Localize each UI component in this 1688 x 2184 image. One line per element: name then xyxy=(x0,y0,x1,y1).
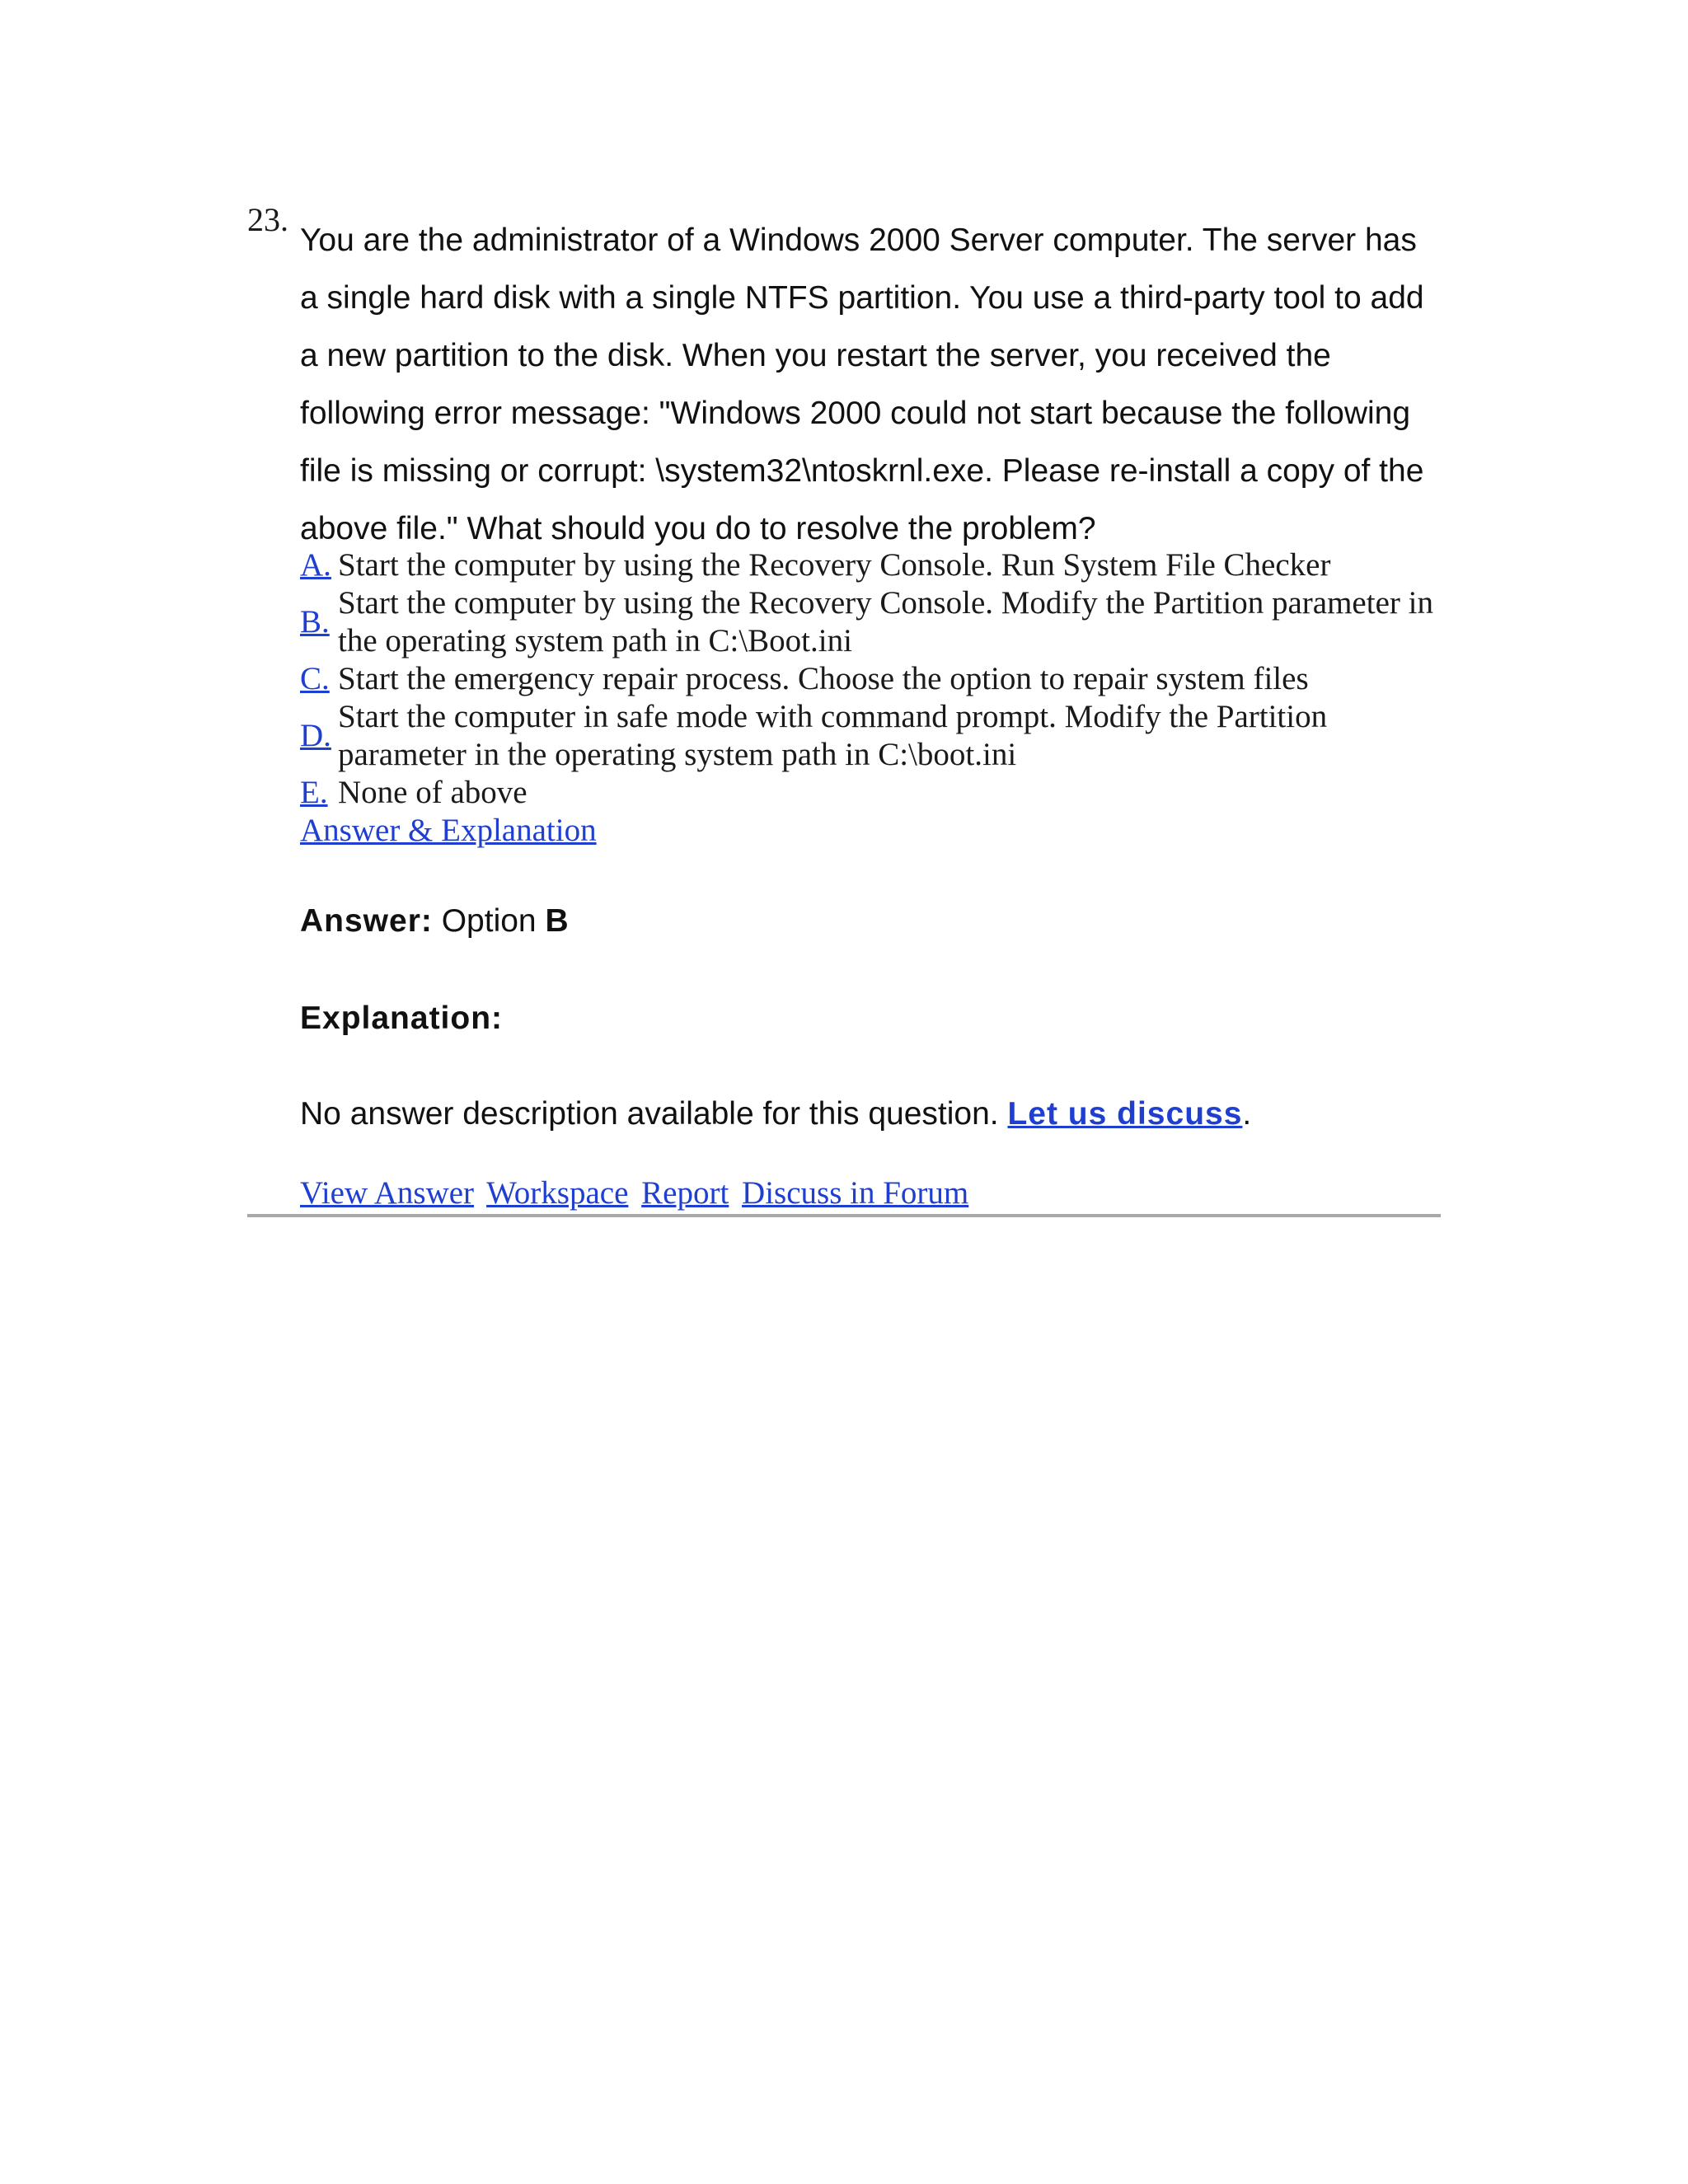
question-text: You are the administrator of a Windows 2000 Server computer. The server has a single hard disk with a single NTFS partition. You use a third-party tool to add a new partition to the disk. When you restart the server, you received the following error message: "Windows 2000 could not start because the following file is missing or corrupt: \system32\ntoskrnl.exe. Please re-install a copy of the above file." What should you do to resolve the problem? xyxy=(300,223,1424,546)
option-b-text: Start the computer by using the Recovery Console. Modify the Partition parameter in the operating system path in C:\Boot.ini xyxy=(338,585,1433,658)
option-b xyxy=(300,584,1446,660)
answer-option-word: Option xyxy=(441,903,537,939)
explanation-text-row xyxy=(300,1094,1251,1135)
let-us-discuss-link[interactable]: Let us discuss xyxy=(1007,1096,1243,1132)
answer-explanation-link[interactable]: Answer & Explanation xyxy=(300,813,597,848)
option-d-text: Start the computer in safe mode with command prompt. Modify the Partition parameter in the operating system path in C:\boot.ini xyxy=(338,699,1328,772)
option-b-link[interactable]: B. xyxy=(300,604,330,640)
option-e-link[interactable]: E. xyxy=(300,775,328,810)
option-a-text: Start the computer by using the Recovery Console. Run System File Checker xyxy=(338,547,1331,583)
option-d xyxy=(300,698,1446,774)
option-e-text: None of above xyxy=(338,775,528,810)
question-number: 23. xyxy=(247,201,288,238)
option-e xyxy=(300,774,1446,812)
workspace-link[interactable]: Workspace xyxy=(486,1175,629,1211)
report-link[interactable]: Report xyxy=(641,1175,729,1211)
answer-line xyxy=(300,901,569,942)
option-c-text: Start the emergency repair process. Choose the option to repair system files xyxy=(338,661,1309,696)
divider xyxy=(247,1214,1441,1217)
option-c-link[interactable]: C. xyxy=(300,661,330,696)
explanation-period: . xyxy=(1242,1096,1252,1132)
explanation-text: No answer description available for this question. xyxy=(300,1096,999,1132)
answer-option-value: B xyxy=(545,903,569,939)
explanation-heading: Explanation: xyxy=(300,1001,504,1036)
option-a xyxy=(300,546,1446,584)
view-answer-link[interactable]: View Answer xyxy=(300,1175,475,1211)
options-list xyxy=(300,546,1446,850)
answer-label: Answer: xyxy=(300,903,433,939)
discuss-in-forum-link[interactable]: Discuss in Forum xyxy=(742,1175,969,1211)
answer-explanation-row xyxy=(300,812,1446,850)
option-d-link[interactable]: D. xyxy=(300,718,331,753)
option-c xyxy=(300,660,1446,698)
option-a-link[interactable]: A. xyxy=(300,547,331,583)
footer-links xyxy=(300,1173,973,1214)
